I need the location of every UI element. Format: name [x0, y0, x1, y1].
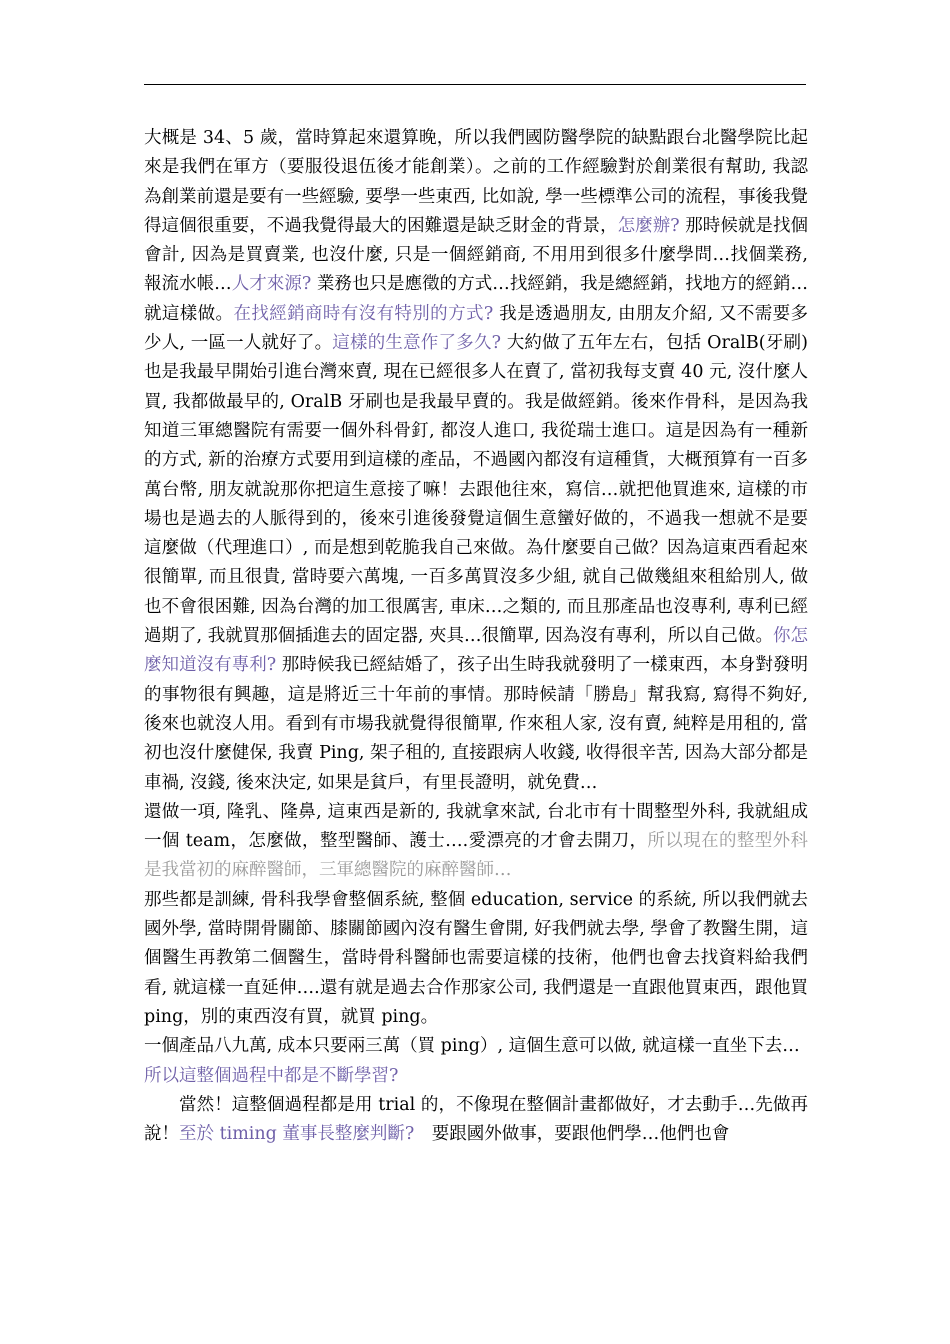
- interview-question: 人才來源?: [231, 274, 312, 295]
- interview-question: 在找經銷商時有沒有特別的方式?: [233, 303, 494, 324]
- answer-text: 大約做了五年左右，包括 OralB(牙刷) 也是我最早開始引進台灣來賣, 現在已經很多人在賣了, 當初我每支賣 40 元, 沒什麼人買, 我都做最早的, OralB 牙刷也是我最早賣的。我是做經銷。後來作骨科，是因為我知道三軍總醫院有需要一個外科骨釘, 都沒人進口, 我從瑞士進口。這是因為有一種新的方式, 新的治療方式要用到這樣的產品，不過國內都沒有這種貨，大概預算有一百多萬台幣, 朋友就說那你把這生意接了嘛！去跟他往來，寫信…就把他買進來, 這樣的市場也是過去的人脈得到的，後來引進後發覺這個生意蠻好做的，不過我一想就不是要這麼做（代理進口）, 而是想到乾脆我自己來做。為什麼要自己做？因為這東西看起來很簡單, 而且很貴, 當時要六萬塊, 一百多萬買沒多少組, 就自己做幾組來租給別人, 做也不會很困難, 因為台灣的加工很厲害, 車床…之類的, 而且那產品也沒專利, 專利已經過期了, 我就買那個插進去的固定器, 夾具…很簡單, 因為沒有專利，所以自己做。: [144, 333, 808, 647]
- answer-text: 業務也只是應徵的方式…找經銷，我是總經銷，找地方的經銷…就這樣做。: [144, 274, 808, 324]
- interview-question: 這樣的生意作了多久?: [332, 333, 501, 354]
- answer-text: 還做一項, 隆乳、隆鼻, 這東西是新的, 我就拿來試, 台北市有十間整型外科, 我就組成一個 team，怎麼做，整型醫師、護士….愛漂亮的才會去開刀，: [144, 801, 808, 852]
- answer-text: 要跟國外做事，要跟他們學…他們也會: [414, 1124, 730, 1145]
- muted-text: 所以現在的整型外科是我當初的麻醉醫師，三軍總醫院的麻醉醫師…: [144, 831, 808, 881]
- interview-question: 至於 timing 董事長整麼判斷?: [179, 1124, 415, 1145]
- answer-text: 當然！這整個過程都是用 trial 的，不像現在整個計畫都做好，才去動手…先做再說！: [144, 1094, 808, 1145]
- interview-question: 所以這整個過程中都是不斷學習?: [144, 1065, 399, 1086]
- document-body: [144, 124, 808, 1149]
- interview-question: 怎麼辦?: [617, 215, 680, 236]
- answer-text: 那些都是訓練, 骨科我學會整個系統, 整個 education, service 的系統, 所以我們就去國外學, 當時開骨關節、膝關節國內沒有醫生會開, 好我們就去學, 學會了教醫生開，這個醫生再教第二個醫生，當時骨科醫師也需要這樣的技術，他們也會去找資料給我們看, 就這樣一直延伸….還有就是過去合作那家公司, 我們還是一直跟他買東西，跟他買 ping，別的東西沒有買，就買 ping。: [144, 889, 808, 1027]
- paragraph: [144, 124, 808, 798]
- paragraph: [144, 798, 808, 886]
- header-rule: [144, 84, 806, 85]
- interview-question: 你怎麼知道沒有專利?: [144, 626, 809, 676]
- paragraph: [144, 1062, 808, 1091]
- paragraph: [144, 886, 808, 1032]
- answer-text: 那時候就是找個會計, 因為是買賣業, 也沒什麼, 只是一個經銷商, 不用用到很多什麼學問…找個業務, 報流水帳…: [144, 215, 809, 295]
- paragraph: [144, 1032, 808, 1061]
- answer-text: 那時候我已經結婚了，孩子出生時我就發明了一樣東西，本身對發明的事物很有興趣，這是將近三十年前的事情。那時候請「勝島」幫我寫, 寫得不夠好, 後來也就沒人用。看到有市場我就覺得很簡單, 作來租人家, 沒有賣, 純粹是用租的, 當初也沒什麼健保, 我賣 Ping, 架子租的, 直接跟病人收錢, 收得很辛苦, 因為大部分都是車禍, 沒錢, 後來決定, 如果是貧戶，有里長證明，就免費…: [144, 655, 809, 793]
- answer-text: 我是透過朋友, 由朋友介紹, 又不需要多少人, 一區一人就好了。: [144, 303, 809, 354]
- paragraph: [144, 1091, 808, 1150]
- answer-text: 大概是 34、5 歲，當時算起來還算晚，所以我們國防醫學院的缺點跟台北醫學院比起來是我們在軍方（要服役退伍後才能創業）。之前的工作經驗對於創業很有幫助, 我認為創業前還是要有一些經驗, 要學一些東西, 比如說, 學一些標準公司的流程，事後我覺得這個很重要，不過我覺得最大的困難還是缺乏財金的背景，: [144, 128, 808, 236]
- answer-text: 一個產品八九萬, 成本只要兩三萬（買 ping）, 這個生意可以做, 就這樣一直坐下去…: [144, 1036, 800, 1057]
